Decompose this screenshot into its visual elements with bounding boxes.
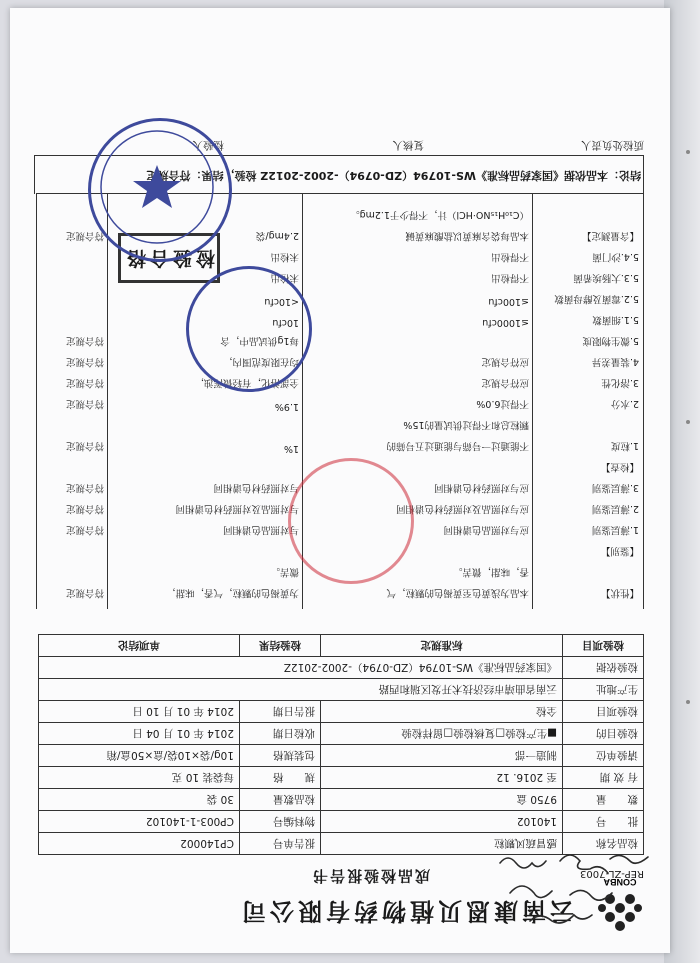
manufacturer-address: 云南省曲靖市经济技术开发区瑞和西路 [39, 679, 563, 701]
document-code: REP-ZL-7003 [580, 868, 644, 879]
item-result: 全部溶化，有轻微浑浊， [194, 377, 299, 388]
item-name: 3.薄层鉴别 [591, 482, 639, 493]
item-name: 3.溶化性 [601, 377, 639, 388]
report-paper [10, 8, 670, 953]
sampling-date: 2014 年 01 月 04 日 [39, 723, 240, 745]
field-label: 检品数量 [239, 789, 320, 811]
item-standard: ≤100cfu [488, 296, 529, 307]
inspection-purpose: ■生产检验□复核检验□留样检验 [320, 723, 562, 745]
item-conclusion: 符合规定 [65, 230, 104, 241]
item-standard: 本品为浅黄色至黄褐色的颗粒，气 [386, 587, 529, 598]
qa-head-label: 质检处负责人 [581, 139, 644, 151]
field-label: 物料编号 [239, 811, 320, 833]
inspector-label: 检验人 [192, 139, 224, 151]
item-standard: 不得检出 [490, 251, 529, 262]
column-header: 标准规定 [320, 635, 562, 657]
item-name: 【鉴别】 [600, 545, 639, 556]
field-label: 检验目的 [563, 723, 644, 745]
product-name: 感冒疏风颗粒 [320, 833, 562, 855]
item-result: 均在限度范围内， [222, 356, 299, 367]
field-label: 收检日期 [239, 723, 320, 745]
packaging: 10g/袋×10袋/盒×50盒/箱 [39, 745, 240, 767]
item-name: 5.2.霉菌及酵母菌数 [554, 293, 639, 304]
item-result: 未检出 [270, 251, 299, 262]
item-name: 【含量测定】 [581, 230, 639, 241]
conclusion-text: 结论：本品依据《国家药品标准》WS-10794（ZD-0794）-2002-2012Z 检验，结果：符合规定 [34, 155, 644, 194]
column-header: 检验结果 [239, 635, 320, 657]
field-label: 检验依据 [563, 657, 644, 679]
field-label: 规 格 [239, 767, 320, 789]
item-standard: 应符合规定 [481, 356, 529, 367]
item-name: 5.3.大肠埃希菌 [573, 272, 639, 283]
inspection-items: 全检 [320, 701, 562, 723]
field-label: 有 效 期 [563, 767, 644, 789]
field-label: 检验项目 [563, 701, 644, 723]
validity: 至 2016. 12 [320, 767, 562, 789]
item-standard: 应符合规定 [481, 377, 529, 388]
item-name: 5.微生物限度 [582, 335, 639, 346]
item-standard: 不得过6.0% [476, 398, 529, 409]
item-name: 1.粒度 [610, 440, 639, 451]
quality-dept-seal-blue [186, 266, 312, 392]
item-conclusion: 符合规定 [65, 524, 104, 535]
field-label: 批 号 [563, 811, 644, 833]
inspection-basis: 《国家药品标准》WS-10794（ZD-0794）-2002-2012Z [39, 657, 563, 679]
item-conclusion: 符合规定 [65, 335, 104, 346]
qualified-stamp: 检验合格 [118, 233, 220, 283]
item-name: 2.水分 [610, 398, 639, 409]
item-conclusion: 符合规定 [65, 377, 104, 388]
item-result: 未检出 [270, 272, 299, 283]
item-result: 为黄褐色的颗粒，气香，味甜， [165, 587, 299, 598]
item-name: 【性状】 [600, 587, 639, 598]
item-standard: 不能通过一号筛与能通过五号筛的 [386, 440, 529, 451]
star-icon [91, 121, 223, 253]
item-result: 1.9% [274, 401, 299, 412]
field-label: 生产地址 [563, 679, 644, 701]
item-standard: 应与对照品及对照药材色谱相同 [395, 503, 529, 514]
items-column-name [532, 194, 643, 609]
specification: 每袋装 10 克 [39, 767, 240, 789]
item-conclusion: 符合规定 [65, 503, 104, 514]
field-label: 数 量 [563, 789, 644, 811]
item-standard: 应与对照药材色谱相同 [433, 482, 529, 493]
report-header-table [38, 634, 644, 855]
item-name: 1.薄层鉴别 [591, 524, 639, 535]
item-conclusion: 符合规定 [65, 482, 104, 493]
item-standard: （C₁₀H₁₅NO·HCl）计，不得少于1.2mg。 [350, 209, 529, 220]
item-standard: 不得检出 [490, 272, 529, 283]
batch-number: 140102 [320, 811, 562, 833]
inspection-unit: 制造一部 [320, 745, 562, 767]
item-standard: 香，味甜，微苦。 [452, 566, 529, 577]
items-table-header [39, 635, 644, 657]
item-conclusion: 符合规定 [65, 440, 104, 451]
report-title: 成品检验报告书 [310, 867, 430, 885]
item-name: 4.装量差异 [591, 356, 639, 367]
items-column-conclusion [37, 194, 108, 609]
item-result: <10cfu [264, 296, 299, 307]
item-standard: 本品每袋含麻黄以盐酸麻黄碱 [405, 230, 529, 241]
item-standard: 颗粒总和不得过供试量的15% [403, 419, 529, 430]
field-label: 检品名称 [563, 833, 644, 855]
report-number: CP140002 [39, 833, 240, 855]
reviewer-label: 复核人 [392, 139, 424, 151]
item-name: 5.1.细菌数 [592, 314, 639, 325]
item-conclusion: 符合规定 [65, 587, 104, 598]
field-label: 报告日期 [239, 701, 320, 723]
item-name: 5.4.沙门菌 [592, 251, 639, 262]
item-result: 与对照品色谱相同 [222, 524, 299, 535]
svg-text:CONBA: CONBA [603, 877, 637, 887]
punch-hole [686, 150, 690, 154]
item-conclusion: 符合规定 [65, 398, 104, 409]
company-name: 云南康恩贝植物药有限公司 [238, 897, 574, 925]
column-header: 检验项目 [563, 635, 644, 657]
field-label: 请验单位 [563, 745, 644, 767]
sample-quantity: 30 袋 [39, 789, 240, 811]
handwritten-signatures [490, 843, 660, 933]
item-result: 微苦。 [270, 566, 299, 577]
item-conclusion: 符合规定 [65, 356, 104, 367]
item-result: 每1g供试品中，含 [220, 335, 299, 346]
punch-hole [686, 420, 690, 424]
field-label: 包装规格 [239, 745, 320, 767]
column-header: 单项结论 [39, 635, 240, 657]
item-result: 与对照药材色谱相同 [213, 482, 299, 493]
item-standard: 应与对照品色谱相同 [443, 524, 529, 535]
item-result: 10cfu [272, 317, 299, 328]
item-standard: ≤1000cfu [482, 317, 529, 328]
punch-hole [686, 700, 690, 704]
quantity: 9750 盒 [320, 789, 562, 811]
field-label: 报告单号 [239, 833, 320, 855]
company-seal-blue [88, 118, 232, 262]
item-result: 2.4mg/袋 [255, 230, 299, 241]
item-name: 2.薄层鉴别 [591, 503, 639, 514]
report-date: 2014 年 01 月 10 日 [39, 701, 240, 723]
item-result: 与对照品及对照药材色谱相同 [175, 503, 299, 514]
item-name: 【检查】 [600, 461, 639, 472]
material-code: CP003-1-140102 [39, 811, 240, 833]
item-result: 1% [283, 443, 299, 454]
company-seal-red [288, 458, 414, 584]
